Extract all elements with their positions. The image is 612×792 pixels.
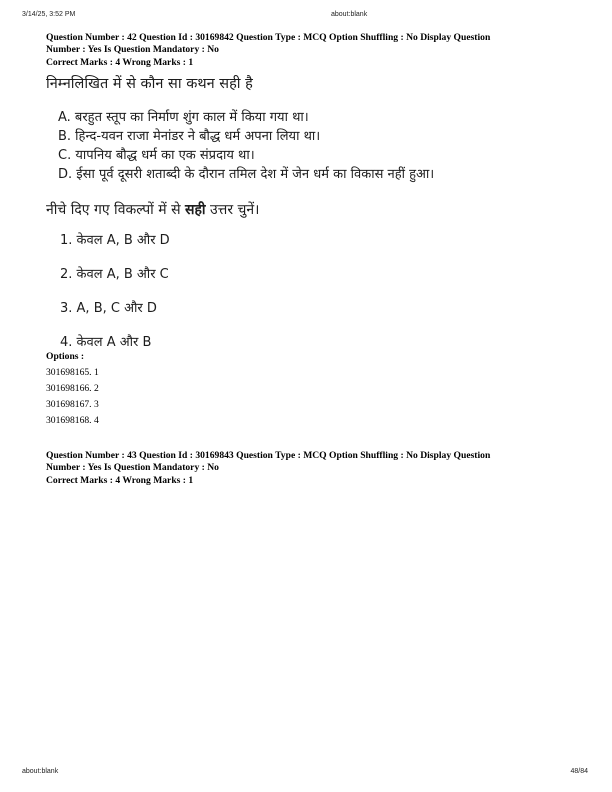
choice-3: 3. A, B, C और D (60, 301, 157, 316)
choice-4: 4. केवल A और B (60, 335, 152, 350)
question-42-meta-line2: Number : Yes Is Question Mandatory : No (46, 43, 219, 55)
question-42-body (46, 68, 516, 350)
instruction-text-bold: सही (185, 202, 206, 218)
option-id-1: 301698165. 1 (46, 367, 99, 378)
choice-1: 1. केवल A, B और D (60, 233, 170, 248)
question-43-marks: Correct Marks : 4 Wrong Marks : 1 (46, 475, 194, 486)
question-42-header (46, 32, 566, 69)
print-url: about:blank (331, 11, 368, 18)
statement-a: A. बरहुत स्तूप का निर्माण शुंग काल में किया गया था। (58, 110, 309, 125)
instruction-text-before: नीचे दिए गए विकल्पों में से (46, 202, 185, 218)
option-id-3: 301698167. 3 (46, 399, 99, 410)
option-id-2: 301698166. 2 (46, 383, 99, 394)
option-id-4: 301698168. 4 (46, 415, 99, 426)
question-42-meta-line1: Question Number : 42 Question Id : 30169842 Question Type : MCQ Option Shuffling : No Display Question (46, 32, 491, 43)
print-datetime: 3/14/25, 3:52 PM (22, 11, 76, 18)
print-footer (0, 768, 612, 780)
footer-url: about:blank (22, 768, 59, 775)
question-42-marks: Correct Marks : 4 Wrong Marks : 1 (46, 57, 194, 68)
choice-2: 2. केवल A, B और C (60, 267, 169, 282)
statement-b: B. हिन्द-यवन राजा मेनांडर ने बौद्ध धर्म अपना लिया था। (58, 129, 321, 144)
options-label: Options : (46, 351, 85, 362)
question-42-instruction (46, 200, 259, 219)
print-header (0, 11, 612, 23)
statement-d: D. ईसा पूर्व दूसरी शताब्दी के दौरान तमिल देश में जेन धर्म का विकास नहीं हुआ। (58, 167, 435, 182)
question-43-meta-line1: Question Number : 43 Question Id : 30169843 Question Type : MCQ Option Shuffling : No Display Question (46, 450, 491, 461)
statement-c: C. यापनिय बौद्ध धर्म का एक संप्रदाय था। (58, 148, 255, 163)
question-43-meta-line2: Number : Yes Is Question Mandatory : No (46, 461, 219, 473)
question-43-header (46, 450, 566, 487)
page-number: 48/84 (570, 768, 588, 775)
instruction-text-after: उत्तर चुनें। (205, 202, 260, 218)
question-42-stem: निम्नलिखित में से कौन सा कथन सही है (46, 76, 253, 92)
